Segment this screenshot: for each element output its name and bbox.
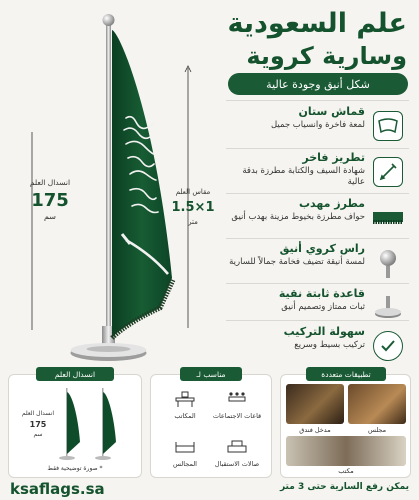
- feature-title: مطرز مهدب: [298, 197, 365, 210]
- feature-item: [226, 150, 409, 194]
- drape-panel-label: انسدال العلم: [21, 410, 54, 417]
- suitable-item: المكاتب: [174, 412, 196, 420]
- application-item: مدخل فندق: [299, 426, 331, 434]
- divider: [226, 320, 409, 321]
- feature-title: راس كروي أنيق: [279, 242, 365, 255]
- footer-note: يمكن رفع السارية حتى 3 متر: [279, 482, 409, 492]
- majlis-photo: [348, 384, 406, 424]
- divider: [226, 193, 409, 194]
- application-item: مجلس: [367, 426, 387, 434]
- base-icon: [373, 293, 403, 323]
- application-item: مكتب: [338, 467, 354, 475]
- feature-desc: شهادة السيف والكتابة مطرزة بدقة عالية: [242, 166, 365, 188]
- sword-icon: [373, 157, 403, 187]
- divider: [226, 100, 409, 101]
- drape-length-unit: سم: [43, 212, 57, 221]
- suitable-item: المجالس: [173, 460, 197, 468]
- reception-icon: [226, 438, 248, 456]
- drape-panel-unit: سم: [33, 431, 43, 438]
- tagline-badge: شكل أنيق وجودة عالية: [228, 73, 408, 95]
- suitable-panel-tab: مناسب لـ: [180, 367, 242, 381]
- feature-item: [226, 241, 409, 285]
- feature-desc: لمسة أنيقة تضيف فخامة جمالاً للسارية: [229, 257, 365, 267]
- drape-length-arrow: [30, 130, 70, 340]
- drape-length-value: 175: [31, 190, 69, 211]
- feature-title: قماش ستان: [298, 105, 365, 118]
- divider: [226, 148, 409, 149]
- divider: [226, 238, 409, 239]
- check-icon: [373, 331, 403, 361]
- page-subtitle: وسارية كروية: [246, 42, 407, 70]
- feature-desc: لمعة فاخرة وانسياب جميل: [270, 120, 365, 130]
- feature-item: [226, 196, 409, 240]
- feature-title: سهولة التركيب: [283, 325, 365, 338]
- fringe-icon: [373, 203, 403, 233]
- drape-length-label: انسدال العلم: [29, 178, 71, 187]
- flag-size-value: 1.5×1: [171, 200, 215, 215]
- feature-desc: تركيب بسيط وسريع: [294, 340, 365, 350]
- illustration-note: * صورة توضيحية فقط: [47, 465, 103, 472]
- feature-desc: ثبات ممتاز وتصميم أنيق: [281, 302, 365, 312]
- feature-item: [226, 324, 409, 368]
- majlis-icon: [174, 438, 196, 456]
- suitable-item: قاعات الاجتماعات: [212, 412, 262, 420]
- flag-size-label: مقاس العلم: [175, 188, 211, 196]
- feature-title: قاعدة ثابتة نقية: [278, 287, 365, 300]
- drape-panel-value: 175: [29, 420, 47, 429]
- feature-desc: حواف مطرزة بخيوط مزينة بهدب أنيق: [231, 212, 365, 222]
- flag-preview-images: [52, 386, 122, 462]
- suitable-item: صالات الاستقبال: [214, 460, 260, 468]
- applications-panel-tab: تطبيقات متعددة: [306, 367, 386, 381]
- ball-top-icon: [373, 248, 403, 278]
- feature-item: [226, 104, 409, 148]
- divider: [226, 283, 409, 284]
- feature-title: تطريز فاخر: [302, 151, 365, 164]
- fabric-icon: [373, 111, 403, 141]
- page-title: علم السعودية: [227, 8, 407, 39]
- meeting-room-icon: [226, 390, 248, 408]
- drape-panel-tab: انسدال العلم: [36, 367, 114, 381]
- office-icon: [174, 390, 196, 408]
- office-photo: [286, 436, 406, 466]
- flag-size-unit: متر: [188, 218, 198, 226]
- hotel-entrance-photo: [286, 384, 344, 424]
- website-url[interactable]: ksaflags.sa: [10, 480, 105, 498]
